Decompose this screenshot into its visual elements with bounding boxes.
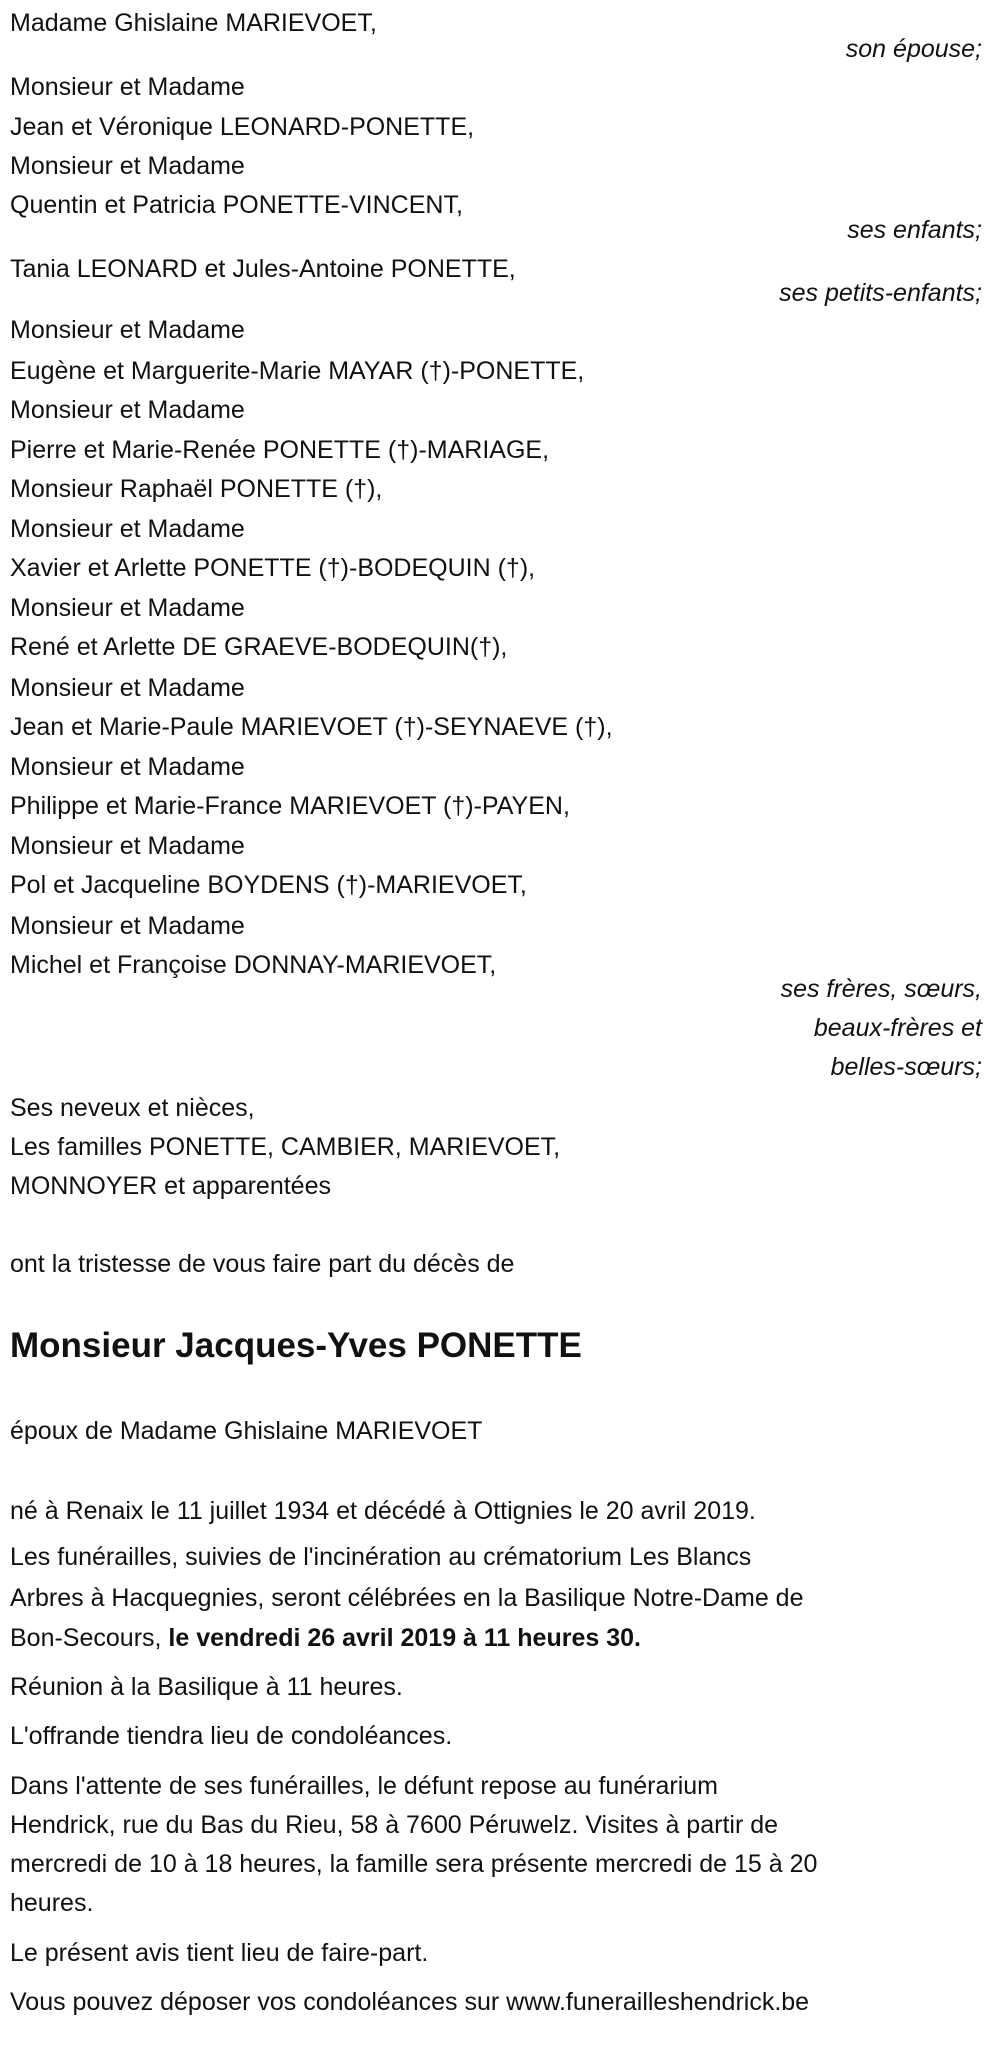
funeral-line: Les funérailles, suivies de l'incinération au crématorium Les Blancs xyxy=(10,1543,752,1571)
sibling-line: Monsieur et Madame xyxy=(10,515,245,543)
grandchildren-role: ses petits-enfants; xyxy=(779,279,982,307)
child-line: Monsieur et Madame xyxy=(10,152,245,180)
funeral-date: le vendredi 26 avril 2019 à 11 heures 30. xyxy=(168,1624,641,1652)
condolences-text: Vous pouvez déposer vos condoléances sur www.funerailleshendrick.be xyxy=(10,1988,810,2016)
sibling-line: René et Arlette DE GRAEVE-BODEQUIN(†), xyxy=(10,633,508,661)
sibling-line: Monsieur et Madame xyxy=(10,912,245,940)
sibling-line: Monsieur et Madame xyxy=(10,594,245,622)
grandchild-line: Tania LEONARD et Jules-Antoine PONETTE, xyxy=(10,255,516,283)
visits-line: heures. xyxy=(10,1889,94,1917)
other-line: MONNOYER et apparentées xyxy=(10,1172,331,1200)
sibling-line: Pierre et Marie-Renée PONETTE (†)-MARIAGE, xyxy=(10,436,550,464)
siblings-role: ses frères, sœurs, xyxy=(780,975,982,1003)
sibling-line: Monsieur Raphaël PONETTE (†), xyxy=(10,475,383,503)
sibling-line: Pol et Jacqueline BOYDENS (†)-MARIEVOET, xyxy=(10,871,527,899)
children-role: ses enfants; xyxy=(847,216,982,244)
spouse-role: son épouse; xyxy=(845,35,982,63)
spouse-name: Madame Ghislaine MARIEVOET, xyxy=(10,9,377,37)
sibling-line: Xavier et Arlette PONETTE (†)-BODEQUIN (†), xyxy=(10,554,536,582)
siblings-role: belles-sœurs; xyxy=(830,1053,982,1081)
funeral-line: Arbres à Hacquegnies, seront célébrées en la Basilique Notre-Dame de xyxy=(10,1584,804,1612)
birth-death: né à Renaix le 11 juillet 1934 et décédé à Ottignies le 20 avril 2019. xyxy=(10,1497,756,1525)
meeting: Réunion à la Basilique à 11 heures. xyxy=(10,1673,403,1701)
announcement: ont la tristesse de vous faire part du décès de xyxy=(10,1250,515,1278)
child-line: Quentin et Patricia PONETTE-VINCENT, xyxy=(10,191,463,219)
sibling-line: Monsieur et Madame xyxy=(10,753,245,781)
visits-line: mercredi de 10 à 18 heures, la famille sera présente mercredi de 15 à 20 xyxy=(10,1850,818,1878)
child-line: Jean et Véronique LEONARD-PONETTE, xyxy=(10,113,475,141)
funeral-line-3 xyxy=(10,1618,641,1658)
sibling-line: Jean et Marie-Paule MARIEVOET (†)-SEYNAEVE (†), xyxy=(10,713,613,741)
sibling-line: Monsieur et Madame xyxy=(10,396,245,424)
sibling-line: Monsieur et Madame xyxy=(10,832,245,860)
sibling-line: Philippe et Marie-France MARIEVOET (†)-PAYEN, xyxy=(10,792,570,820)
other-line: Ses neveux et nièces, xyxy=(10,1094,255,1122)
sibling-line: Monsieur et Madame xyxy=(10,316,245,344)
sibling-line: Eugène et Marguerite-Marie MAYAR (†)-PONETTE, xyxy=(10,357,585,385)
spouse-of: époux de Madame Ghislaine MARIEVOET xyxy=(10,1417,483,1445)
child-line: Monsieur et Madame xyxy=(10,73,245,101)
visits-line: Hendrick, rue du Bas du Rieu, 58 à 7600 Péruwelz. Visites à partir de xyxy=(10,1811,779,1839)
funeral-place: Bon-Secours, xyxy=(10,1624,169,1652)
sibling-line: Michel et Françoise DONNAY-MARIEVOET, xyxy=(10,951,497,979)
notice: Le présent avis tient lieu de faire-part. xyxy=(10,1939,429,1967)
offering: L'offrande tiendra lieu de condoléances. xyxy=(10,1722,453,1750)
other-line: Les familles PONETTE, CAMBIER, MARIEVOET, xyxy=(10,1133,561,1161)
deceased-name: Monsieur Jacques-Yves PONETTE xyxy=(10,1326,582,1365)
sibling-line: Monsieur et Madame xyxy=(10,674,245,702)
visits-line: Dans l'attente de ses funérailles, le défunt repose au funérarium xyxy=(10,1772,718,1800)
siblings-role: beaux-frères et xyxy=(813,1014,982,1042)
